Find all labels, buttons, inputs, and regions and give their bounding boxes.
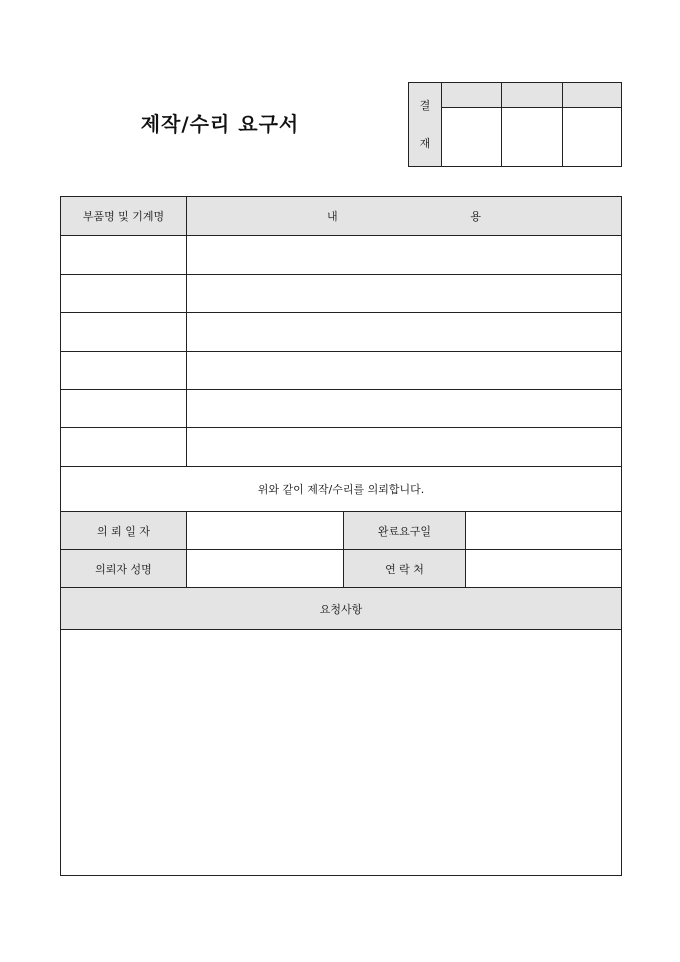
request-form — [60, 196, 622, 876]
contact-label: 연 락 처 — [344, 550, 466, 587]
content-cell[interactable] — [187, 428, 621, 466]
page-title: 제작/수리 요구서 — [140, 112, 300, 136]
content-cell[interactable] — [187, 390, 621, 427]
requests-label: 요청사항 — [61, 588, 621, 629]
part-column-header: 부품명 및 기계명 — [61, 197, 187, 235]
approval-signature-cell-2[interactable] — [501, 83, 562, 166]
table-row — [61, 275, 621, 313]
table-row — [61, 313, 621, 352]
table-row — [61, 236, 621, 275]
statement-text: 위와 같이 제작/수리를 의뢰합니다. — [257, 483, 425, 496]
contact-field[interactable] — [466, 550, 621, 587]
content-cell[interactable] — [187, 236, 621, 274]
approval-label-top: 결 — [419, 99, 431, 112]
part-name-cell[interactable] — [61, 428, 187, 466]
part-name-cell[interactable] — [61, 313, 187, 351]
requests-header-row — [61, 588, 621, 630]
approval-box — [408, 82, 622, 167]
content-cell[interactable] — [187, 352, 621, 389]
requester-label: 의뢰자 성명 — [61, 550, 187, 587]
approval-label — [409, 83, 442, 166]
part-name-cell[interactable] — [61, 275, 187, 312]
approval-signature-cell-3[interactable] — [562, 83, 621, 166]
approval-label-bottom: 재 — [419, 137, 431, 150]
content-cell[interactable] — [187, 313, 621, 351]
request-date-field[interactable] — [187, 512, 344, 549]
part-name-cell[interactable] — [61, 390, 187, 427]
content-header-char-2: 용 — [470, 210, 481, 223]
date-row — [61, 512, 621, 550]
due-date-field[interactable] — [466, 512, 621, 549]
approval-signature-cell-1[interactable] — [441, 83, 501, 166]
request-date-label: 의 뢰 일 자 — [61, 512, 187, 549]
table-header-row — [61, 197, 621, 236]
content-cell[interactable] — [187, 275, 621, 312]
requester-field[interactable] — [187, 550, 344, 587]
statement-row — [61, 467, 621, 512]
part-name-cell[interactable] — [61, 236, 187, 274]
content-header-char-1: 내 — [327, 210, 338, 223]
part-name-cell[interactable] — [61, 352, 187, 389]
due-date-label: 완료요구일 — [344, 512, 466, 549]
table-row — [61, 390, 621, 428]
table-row — [61, 352, 621, 390]
table-row — [61, 428, 621, 467]
content-column-header — [187, 197, 621, 235]
requester-row — [61, 550, 621, 588]
requests-field[interactable] — [61, 630, 621, 875]
